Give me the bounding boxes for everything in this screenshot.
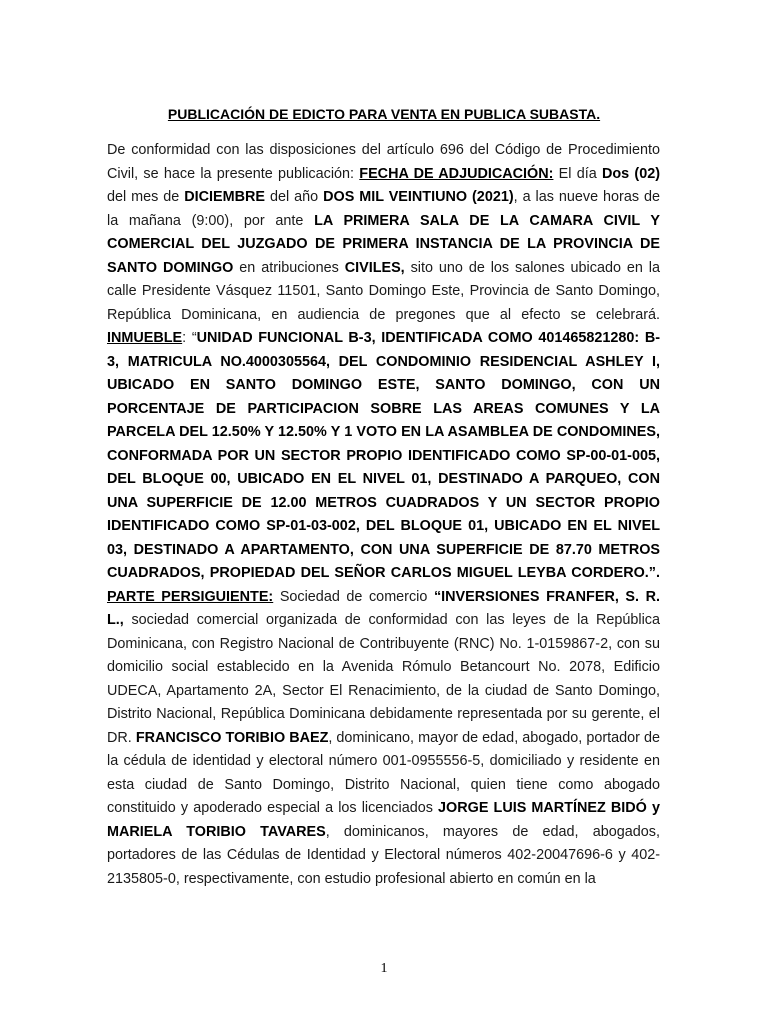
document-title: PUBLICACIÓN DE EDICTO PARA VENTA EN PUBLICA SUBASTA. bbox=[167, 106, 601, 122]
parte-persiguiente-label: PARTE PERSIGUIENTE: bbox=[107, 588, 274, 605]
property-description: UNIDAD FUNCIONAL B-3, IDENTIFICADA COMO 401465821280: B-3, MATRICULA NO.4000305564, DEL CONDOMINIO RESIDENCIAL ASHLEY I, UBICADO EN SANTO DOMINGO ESTE, SANTO DOMINGO, CON UN PORCENTAJE DE PARTICIPACION SOBRE LAS AREAS COMUNES Y LA PARCELA DEL 12.50% Y 12.50% Y 1 VOTO EN LA ASAMBLEA DE CONDOMINES, CONFORMADA POR UN SECTOR PROPIO IDENTIFICADO COMO SP-00-01-005, DEL BLOQUE 00, UBICADO EN EL NIVEL 01, DESTINADO A PARQUEO, CON UNA SUPERFICIE DE 12.00 METROS CUADRADOS Y UN SECTOR PROPIO IDENTIFICADO COMO SP-01-03-002, DEL BLOQUE 01, UBICADO EN EL NIVEL 03, DESTINADO A APARTAMENTO, CON UNA SUPERFICIE DE 87.70 METROS CUADRADOS, PROPIEDAD DEL SEÑOR CARLOS MIGUEL LEYBA CORDERO.”. bbox=[107, 330, 661, 581]
text-manager-details: , dominicano, mayor de edad, abogado, portador de la cédula de identidad y electoral número 001-0955556-5, domiciliado y residente en esta ciudad de Santo Domingo, Distrito Nacional, quien tiene como abogado constituido y apoderado especial a los licenciados bbox=[107, 729, 660, 816]
court-name: LA PRIMERA SALA DE LA CAMARA CIVIL Y COMERCIAL DEL JUZGADO DE PRIMERA INSTANCIA DE LA PROVINCIA DE SANTO DOMINGO bbox=[107, 212, 660, 276]
company-name: “INVERSIONES FRANFER, S. R. L., bbox=[107, 588, 660, 628]
lawyers-names: JORGE LUIS MARTÍNEZ BIDÓ y MARIELA TORIBIO TAVARES bbox=[107, 800, 660, 840]
edict-body-paragraph bbox=[107, 139, 660, 891]
text-hora: , a las nueve horas de la mañana (9:00), por ante bbox=[107, 189, 660, 229]
fecha-adjudicacion-label: FECHA DE ADJUDICACIÓN: bbox=[359, 165, 554, 182]
text-intro: De conformidad con las disposiciones del artículo 696 del Código de Procedimiento Civil, se hace la presente publicación: bbox=[107, 142, 660, 182]
auction-day: Dos (02) bbox=[601, 165, 661, 182]
text-company-details: sociedad comercial organizada de conformidad con las leyes de la República Dominicana, con Registro Nacional de Contribuyente (RNC) No. 1-0159867-2, con su domicilio social establecido en la Avenida Rómulo Betancourt No. 2078, Edificio UDECA, Apartamento 2A, Sector El Renacimiento, de la ciudad de Santo Domingo, Distrito Nacional, República Dominicana debidamente representada por su gerente, el DR. bbox=[107, 612, 660, 746]
manager-name: FRANCISCO TORIBIO BAEZ bbox=[135, 729, 329, 746]
page-number: 1 bbox=[380, 961, 388, 976]
text-del-mes: del mes de bbox=[107, 189, 185, 205]
text-lawyers-details: , dominicanos, mayores de edad, abogados, portadores de las Cédulas de Identidad y Electoral números 402-20047696-6 y 402-2135805-0, respectivamente, con estudio profesional abierto en común en la bbox=[107, 823, 660, 887]
inmueble-label: INMUEBLE bbox=[107, 330, 183, 346]
text-sociedad: Sociedad de comercio bbox=[273, 588, 434, 605]
text-colon-quote: : “ bbox=[182, 330, 197, 346]
text-el-dia: El día bbox=[553, 165, 602, 182]
text-del-anio: del año bbox=[265, 189, 324, 205]
civiles-label: CIVILES, bbox=[344, 259, 405, 276]
text-atribuciones: en atribuciones bbox=[233, 259, 345, 276]
text-address: sito uno de los salones ubicado en la calle Presidente Vásquez 11501, Santo Domingo Este, Provincia de Santo Domingo, República Dominicana, en audiencia de pregones que al efecto se celebrará. bbox=[107, 259, 660, 323]
auction-year: DOS MIL VEINTIUNO (2021) bbox=[323, 189, 514, 205]
auction-month: DICIEMBRE bbox=[184, 189, 266, 205]
